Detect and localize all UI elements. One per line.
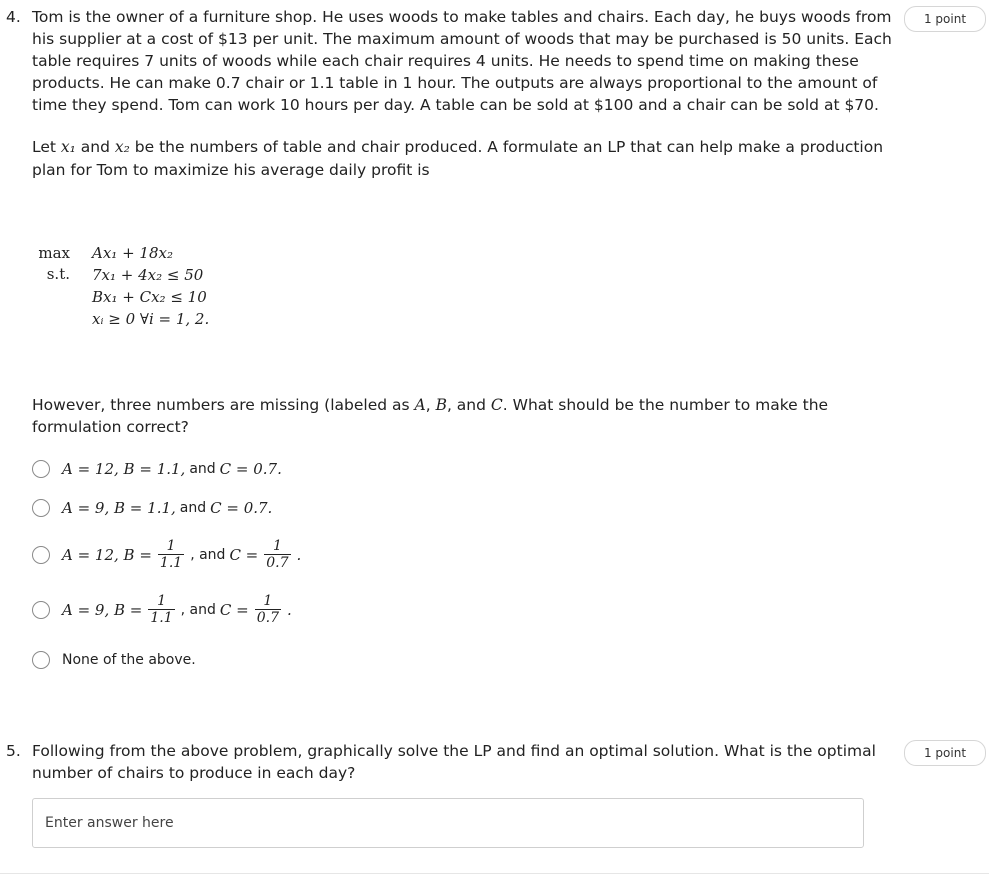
radio-button[interactable] [32,601,50,619]
variables-definition-line2: plan for Tom to maximize his average daily profit is [32,161,430,179]
option-3-b-fraction [158,538,184,571]
option-1-label [62,460,282,478]
fraction-denominator: 0.7 [266,555,289,571]
missing-numbers-prompt [32,394,828,416]
question-4-line: his supplier at a cost of $13 per unit. The maximum amount of woods that may be purchased is 50 units. Each [32,30,892,48]
question-4-line: products. He can make 0.7 chair or 1.1 table in 1 hour. The outputs are always proportional to the amount of [32,74,878,92]
radio-button[interactable] [32,651,50,669]
option-2-label [62,499,272,517]
fraction-denominator: 0.7 [256,610,279,626]
option-4-end: . [287,600,292,619]
question-5-points-badge: 1 point [904,740,986,766]
fraction-numerator: 1 [166,538,176,554]
wood-constraint: 7x₁ + 4x₂ ≤ 50 [92,266,204,284]
option-2-values: A = 9, B = 1.1, [62,499,176,517]
max-label: max [38,244,70,262]
option-4-c-label: C = [219,600,249,619]
answer-input[interactable] [32,798,864,848]
option-4-and: , and [180,601,216,618]
option-3-values: A = 12, B = [62,545,152,564]
question-4-line: table requires 7 units of woods while each chair requires 4 units. He needs to spend time on making these [32,52,859,70]
question-5-line: Following from the above problem, graphically solve the LP and find an optimal solution. What is the optimal [32,742,876,760]
x1-symbol: x₁ [60,138,76,156]
variables-definition [32,136,883,158]
option-3-c-fraction [264,538,290,571]
objective-function: Ax₁ + 18x₂ [92,244,173,262]
option-5-text: None of the above. [62,652,196,668]
let-text: Let [32,138,61,156]
symbol-a: A [414,396,426,414]
radio-button[interactable] [32,499,50,517]
divider [0,873,989,874]
option-1[interactable] [32,460,282,478]
x2-symbol: x₂ [114,138,130,156]
radio-button[interactable] [32,460,50,478]
option-1-and: and [189,461,216,477]
nonnegativity-constraint: xᵢ ≥ 0 ∀i = 1, 2. [92,310,210,328]
question-5-line: number of chairs to produce in each day? [32,764,356,782]
option-3-end: . [296,545,302,564]
question-5-number: 5. [6,742,21,760]
time-constraint: Bx₁ + Cx₂ ≤ 10 [92,288,207,306]
option-1-c-value: C = 0.7. [219,460,282,478]
question-4-number: 4. [6,8,21,26]
separator: , and [446,396,491,414]
fraction-numerator: 1 [157,593,166,609]
option-5[interactable] [32,651,196,669]
option-2-c-value: C = 0.7. [210,499,273,517]
missing-numbers-prompt-line2: formulation correct? [32,418,189,436]
option-4-c-fraction [255,593,281,626]
option-3[interactable] [32,538,301,571]
option-3-label [62,538,301,571]
option-2[interactable] [32,499,272,517]
however-text-rest: . What should be the number to make the [502,396,829,414]
option-4-b-fraction [148,593,174,626]
however-text: However, three numbers are missing (labeled as [32,396,415,414]
separator: , [425,396,436,414]
st-label: s.t. [46,265,70,283]
option-1-values: A = 12, B = 1.1, [62,460,186,478]
option-4-label [62,593,292,626]
fraction-numerator: 1 [272,538,282,554]
and-text: and [75,138,115,156]
option-3-and: , and [190,546,226,563]
radio-button[interactable] [32,546,50,564]
fraction-denominator: 1.1 [159,555,183,571]
option-5-label [62,652,196,668]
let-text-rest: be the numbers of table and chair produced. A formulate an LP that can help make a production [129,138,884,156]
fraction-numerator: 1 [263,593,273,609]
symbol-c: C [490,396,503,414]
fraction-denominator: 1.1 [150,610,173,626]
option-4[interactable] [32,593,292,626]
option-4-values: A = 9, B = [62,600,143,619]
option-3-c-label: C = [229,545,259,564]
symbol-b: B [435,396,447,414]
question-4-line: time they spend. Tom can work 10 hours per day. A table can be sold at $100 and a chair can be sold at $70. [32,96,879,114]
option-2-and: and [179,500,207,516]
question-4-points-badge: 1 point [904,6,986,32]
question-4-line: Tom is the owner of a furniture shop. He uses woods to make tables and chairs. Each day, he buys woods from [32,8,892,26]
